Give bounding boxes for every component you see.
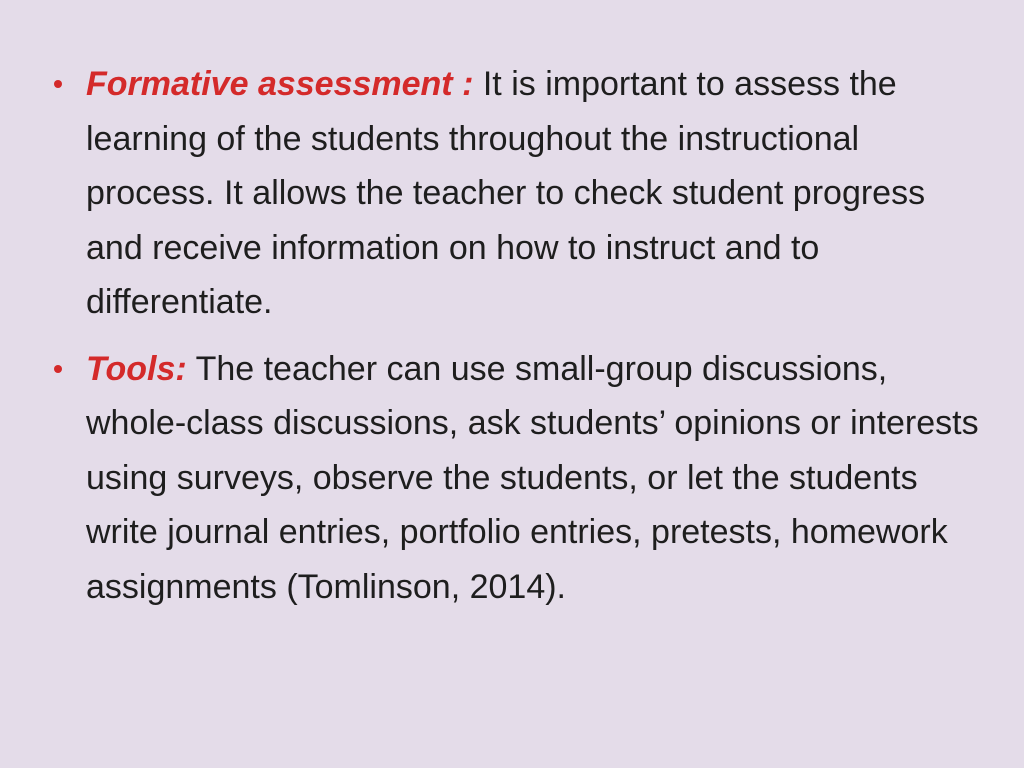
bullet-term: Tools: [86, 349, 187, 388]
bullet-text: The teacher can use small-group discussions, whole-class discussions, ask students’ opinions or interests using surveys, observe the students, or let the students write journal entries, portfolio entries, pretests, homework assignments (Tomlinson, 2014). [86, 349, 979, 606]
bullet-text: It is important to assess the learning of the students throughout the instructional process. It allows the teacher to check student progress and receive information on how to instruct and to differentiate. [86, 65, 926, 321]
bullet-dot-icon [48, 342, 68, 397]
bullet-dot-icon [48, 57, 68, 112]
bullet-term: Formative assessment : [86, 65, 474, 103]
bullet-tools [48, 342, 988, 615]
bullet-list [48, 57, 988, 626]
bullet-formative-assessment [48, 57, 988, 330]
